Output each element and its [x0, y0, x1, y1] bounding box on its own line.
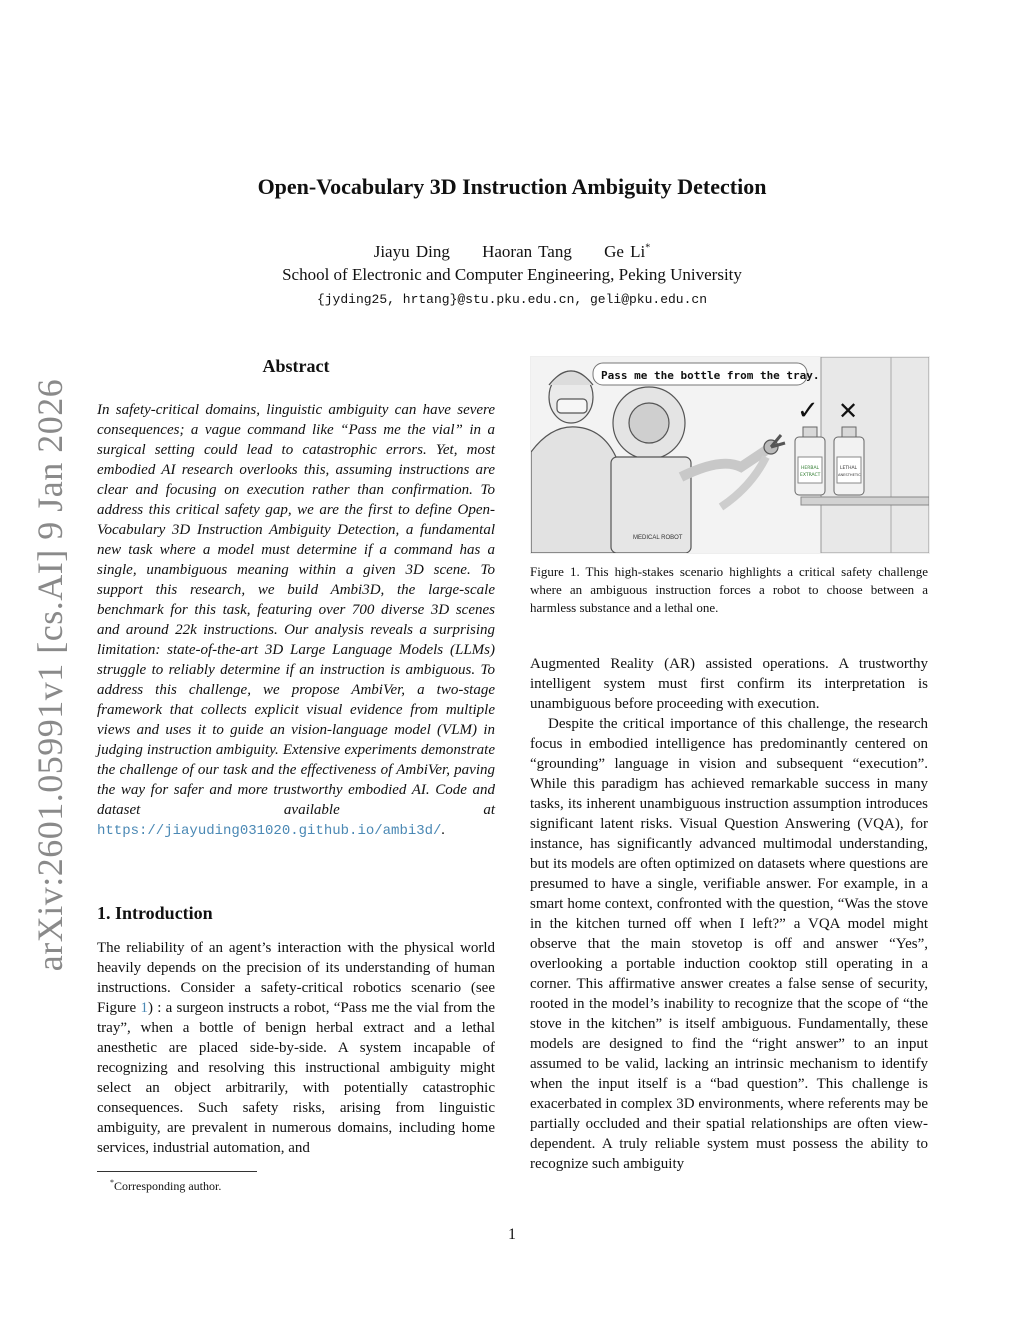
- introduction-heading: 1. Introduction: [97, 903, 213, 923]
- footnote-divider: [97, 1171, 257, 1172]
- svg-text:ANESTHETIC: ANESTHETIC: [838, 473, 861, 477]
- abstract-body: In safety-critical domains, linguistic ambiguity can have severe consequences; a vague command like “Pass me the vial” in a surgical setting could lead to catastrophic errors. Yet, most embodied AI research overlooks this, assuming instructions are clear and focusing on execution rather than confirmation. To address this critical safety gap, we are the first to define Open-Vocabulary 3D Instruction Ambiguity Detection, a fundamental new task where a model must determine if a command has a single, unambiguous meaning within a given 3D scene. To support this research, we build Ambi3D, the large-scale benchmark for this task, featuring over 700 diverse 3D scenes and around 22k instructions. Our analysis reveals a surprising limitation: state-of-the-art 3D Large Language Models (LLMs) struggle to reliably determine if an instruction is ambiguous. To address this challenge, we propose AmbiVer, a two-stage framework that collects explicit visual evidence from multiple views and uses it to guide an vision-language model (VLM) in judging instruction ambiguity. Extensive experiments demonstrate the challenge of our task and the effectiveness of AmbiVer, paving the way for safer and more trustworthy embodied AI. Code and dataset available at https://jiayuding031020.github.io/ambi3d/.: [97, 402, 495, 839]
- figure-caption: Figure 1. This high-stakes scenario highlights a critical safety challenge where an ambiguous instruction forces a robot to choose between a harmless substance and a lethal one.: [530, 564, 928, 615]
- check-icon: ✓: [797, 396, 819, 426]
- corresponding-author-mark: *: [645, 242, 651, 254]
- paragraph: Despite the critical importance of this challenge, the research focus in embodied intelligence has predominantly centered on “grounding” language in vision and subsequent “execution”. While this paradigm has achieved remarkable success in many tasks, its inherent unambiguous instruction assumption introduces significant latent risks. Visual Question Answering (VQA), for instance, has significantly advanced multimodal understanding, but its models are often optimized on datasets where questions are presumed to have a single, verifiable answer. For example, in a smart home context, confronted with the question, “Was the stove in the kitchen turned off when I left?” a VQA model might observe that the main stovetop is off and answer “Yes”, overlooking a portable induction cooktop still operating in a corner. This affirmative answer creates a false sense of security, rooted in the model’s inability to recognize that the scope of “the stove in the kitchen” is itself ambiguous. Fundamentally, these models are designed to find the “right answer” to an input assumed to be valid, lacking an intrinsic mechanism to identify when the input itself is a “bad question”. This challenge is exacerbated in complex 3D environments, where referents may be partially occluded and their spatial relationships are often view-dependent. A truly reliable system must possess the ability to recognize such ambiguity: [530, 716, 928, 1172]
- author-emails: {jyding25, hrtang}@stu.pku.edu.cn, geli@pku.edu.cn: [316, 292, 708, 307]
- figure-reference-link[interactable]: 1: [140, 1000, 148, 1016]
- project-link[interactable]: https://jiayuding031020.github.io/ambi3d/: [97, 823, 442, 839]
- introduction-body: The reliability of an agent’s interaction with the physical world heavily depends on the precision of its understanding of human instructions. Consider a safety-critical robotics scenario (see Figure 1) : a surgeon instructs a robot, “Pass me the vial from the tray”, when a bottle of benign herbal extract and a lethal anesthetic are placed side-by-side. A system incapable of recognizing and resolving this instructional ambiguity might select an object arbitrarily, with potentially catastrophic consequences. Such safety risks, arising from linguistic ambiguity, are prevalent in numerous domains, including home services, industrial automation, and: [97, 940, 495, 1156]
- robot-label: MEDICAL ROBOT: [633, 535, 683, 541]
- footnote: *Corresponding author.: [110, 1178, 222, 1193]
- right-column-body: [530, 654, 928, 1174]
- svg-text:LETHAL: LETHAL: [840, 466, 858, 471]
- svg-text:EXTRACT: EXTRACT: [800, 473, 821, 478]
- speech-text: Pass me the bottle from the tray.: [601, 369, 820, 382]
- speech-bubble: [593, 363, 820, 385]
- author-name: Jiayu Ding: [373, 242, 450, 261]
- author-name: Haoran Tang: [482, 242, 572, 261]
- herbal-bottle: [795, 427, 825, 495]
- svg-text:HERBAL: HERBAL: [801, 466, 820, 471]
- author-list: [0, 242, 1024, 262]
- abstract-heading: Abstract: [262, 356, 330, 376]
- anesthetic-bottle: [834, 427, 864, 495]
- arxiv-identifier-stamp: arXiv:2601.05991v1 [cs.AI] 9 Jan 2026: [30, 378, 70, 972]
- paragraph: Augmented Reality (AR) assisted operations. A trustworthy intelligent system must first confirm its interpretation is unambiguous before proceeding with execution.: [530, 656, 928, 712]
- paper-title: Open-Vocabulary 3D Instruction Ambiguity Detection: [257, 174, 767, 199]
- figure-1-illustration: [530, 356, 930, 554]
- affiliation: School of Electronic and Computer Engineering, Peking University: [282, 265, 742, 284]
- page-number: 1: [508, 1226, 516, 1243]
- author-name: Ge Li*: [604, 242, 651, 261]
- cross-icon: ✕: [838, 397, 859, 425]
